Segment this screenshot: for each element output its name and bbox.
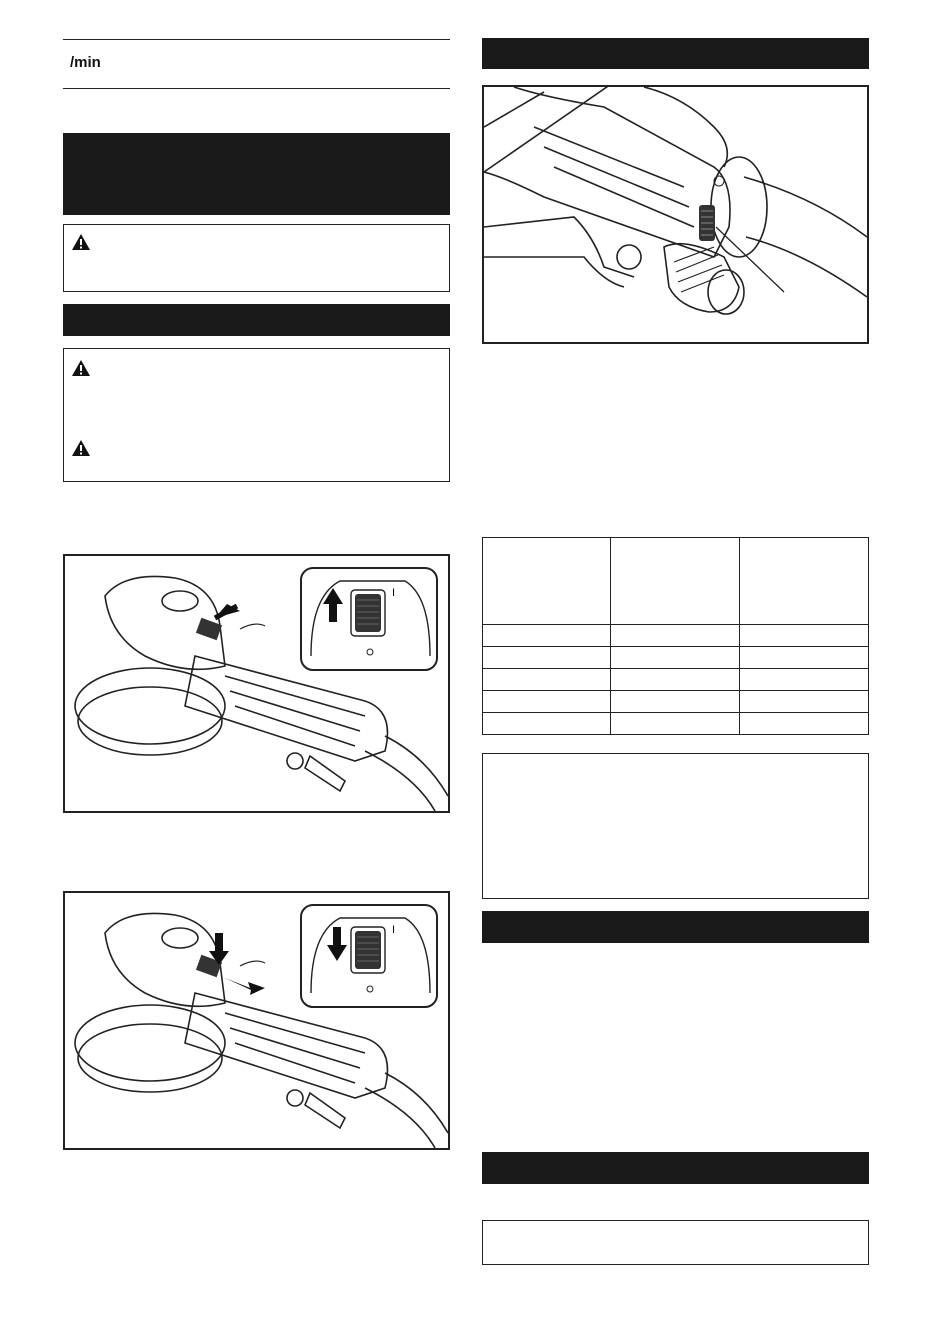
sander-illustration: [65, 893, 448, 1148]
section-header-bar-4: [482, 1152, 869, 1184]
table-row: [483, 713, 869, 735]
switch-lock-figure: [63, 554, 450, 813]
safety-header-bar: [63, 133, 450, 215]
svg-text:I: I: [392, 587, 396, 599]
table-row: [483, 625, 869, 647]
spec-unit-label: /min: [70, 54, 101, 71]
spec-top-rule: [63, 39, 450, 40]
svg-text:I: I: [392, 924, 396, 936]
notice-box: [482, 1220, 869, 1265]
table-row: [483, 669, 869, 691]
warning-box-1: [63, 224, 450, 292]
sander-closeup-illustration: [484, 87, 867, 342]
table-header-row: [483, 538, 869, 625]
warning-triangle-icon: [71, 233, 91, 251]
section-header-bar-3: [482, 911, 869, 943]
switch-release-figure: [63, 891, 450, 1150]
spec-bottom-rule: [63, 88, 450, 89]
warning-triangle-icon: [71, 359, 91, 377]
sander-illustration: [65, 556, 448, 811]
speed-table: [482, 537, 869, 735]
note-box: [482, 753, 869, 899]
speed-dial-figure: [482, 85, 869, 344]
table-row: [483, 647, 869, 669]
section-header-bar-1: [63, 304, 450, 336]
arrow-icon: [225, 978, 265, 995]
warning-triangle-icon: [71, 439, 91, 457]
table-row: [483, 691, 869, 713]
section-header-bar-2: [482, 38, 869, 69]
warning-box-2: [63, 348, 450, 482]
